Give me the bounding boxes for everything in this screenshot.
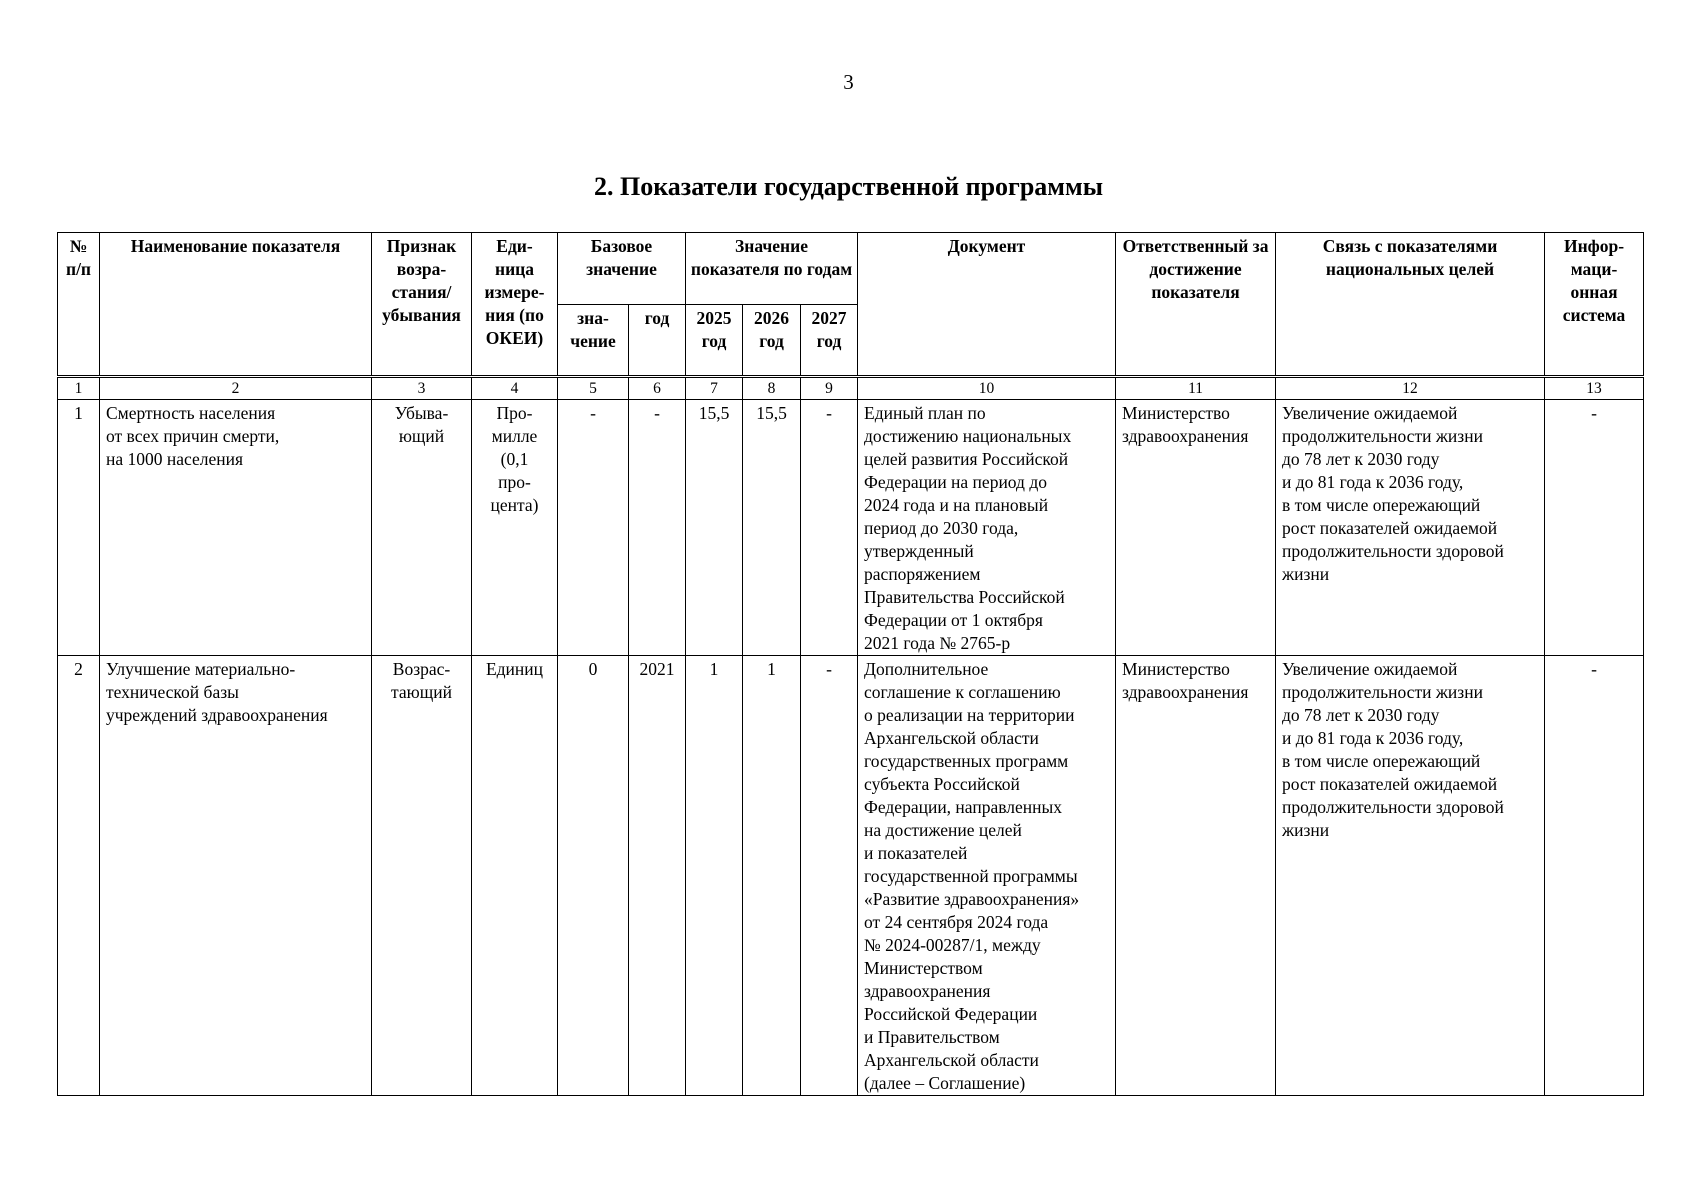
header-document: Документ <box>858 233 1116 377</box>
column-number: 3 <box>372 377 472 400</box>
column-number: 9 <box>801 377 858 400</box>
column-numbers-row <box>58 377 1644 400</box>
cell-year-2027: - <box>801 656 858 1096</box>
cell-base-year: 2021 <box>629 656 686 1096</box>
header-link: Связь с показателями национальных целей <box>1276 233 1545 377</box>
header-base-year: год <box>629 305 686 377</box>
cell-link: Увеличение ожидаемой продолжительности жизни до 78 лет к 2030 году и до 81 года к 2036 году, в том числе опережающий рост показателей ожидаемой продолжительности здоровой жизни <box>1276 656 1545 1096</box>
header-unit: Еди- ница измере- ния (по ОКЕИ) <box>472 233 558 377</box>
header-year-2025: 2025 год <box>686 305 743 377</box>
cell-document: Дополнительное соглашение к соглашению о реализации на территории Архангельской области государственных программ субъекта Российской Федерации, направленных на достижение целей и показателей государственной программы «Развитие здравоохранения» от 24 сентября 2024 года № 2024-00287/1, между Министерством здравоохранения Российской Федерации и Правительством Архангельской области (далее – Соглашение) <box>858 656 1116 1096</box>
column-number: 4 <box>472 377 558 400</box>
column-number: 6 <box>629 377 686 400</box>
header-name: Наименование показателя <box>100 233 372 377</box>
cell-name: Улучшение материально- технической базы учреждений здравоохранения <box>100 656 372 1096</box>
column-number: 2 <box>100 377 372 400</box>
cell-num: 2 <box>58 656 100 1096</box>
cell-year-2027: - <box>801 400 858 656</box>
column-number: 11 <box>1116 377 1276 400</box>
cell-base-year: - <box>629 400 686 656</box>
page-number: 3 <box>843 70 854 94</box>
cell-unit: Про- милле (0,1 про- цента) <box>472 400 558 656</box>
cell-unit: Единиц <box>472 656 558 1096</box>
table-row <box>58 400 1644 656</box>
header-row-top <box>58 233 1644 305</box>
cell-info-system: - <box>1545 656 1644 1096</box>
header-sign: Признак возра- стания/ убывания <box>372 233 472 377</box>
cell-year-2025: 15,5 <box>686 400 743 656</box>
cell-info-system: - <box>1545 400 1644 656</box>
header-info-system: Инфор- маци- онная система <box>1545 233 1644 377</box>
column-number: 10 <box>858 377 1116 400</box>
header-year-2026: 2026 год <box>743 305 801 377</box>
cell-document: Единый план по достижению национальных целей развития Российской Федерации на период до 2024 года и на плановый период до 2030 года, утвержденный распоряжением Правительства Российской Федерации от 1 октября 2021 года № 2765-р <box>858 400 1116 656</box>
column-number: 1 <box>58 377 100 400</box>
cell-num: 1 <box>58 400 100 656</box>
cell-responsible: Министерство здравоохранения <box>1116 400 1276 656</box>
cell-base-value: 0 <box>558 656 629 1096</box>
cell-name: Смертность населения от всех причин смерти, на 1000 населения <box>100 400 372 656</box>
cell-base-value: - <box>558 400 629 656</box>
column-number: 13 <box>1545 377 1644 400</box>
cell-sign: Возрас- тающий <box>372 656 472 1096</box>
header-year-2027: 2027 год <box>801 305 858 377</box>
cell-year-2025: 1 <box>686 656 743 1096</box>
table-row <box>58 656 1644 1096</box>
cell-sign: Убыва- ющий <box>372 400 472 656</box>
cell-link: Увеличение ожидаемой продолжительности жизни до 78 лет к 2030 году и до 81 года к 2036 году, в том числе опережающий рост показателей ожидаемой продолжительности здоровой жизни <box>1276 400 1545 656</box>
header-responsible: Ответственный за достижение показателя <box>1116 233 1276 377</box>
cell-year-2026: 1 <box>743 656 801 1096</box>
column-number: 7 <box>686 377 743 400</box>
header-num: № п/п <box>58 233 100 377</box>
indicators-table <box>57 232 1644 1096</box>
cell-year-2026: 15,5 <box>743 400 801 656</box>
column-number: 8 <box>743 377 801 400</box>
cell-responsible: Министерство здравоохранения <box>1116 656 1276 1096</box>
column-number: 5 <box>558 377 629 400</box>
header-base: Базовое значение <box>558 233 686 305</box>
page-title: 2. Показатели государственной программы <box>593 172 1104 201</box>
header-base-value: зна- чение <box>558 305 629 377</box>
column-number: 12 <box>1276 377 1545 400</box>
header-values-by-year: Значение показателя по годам <box>686 233 858 305</box>
